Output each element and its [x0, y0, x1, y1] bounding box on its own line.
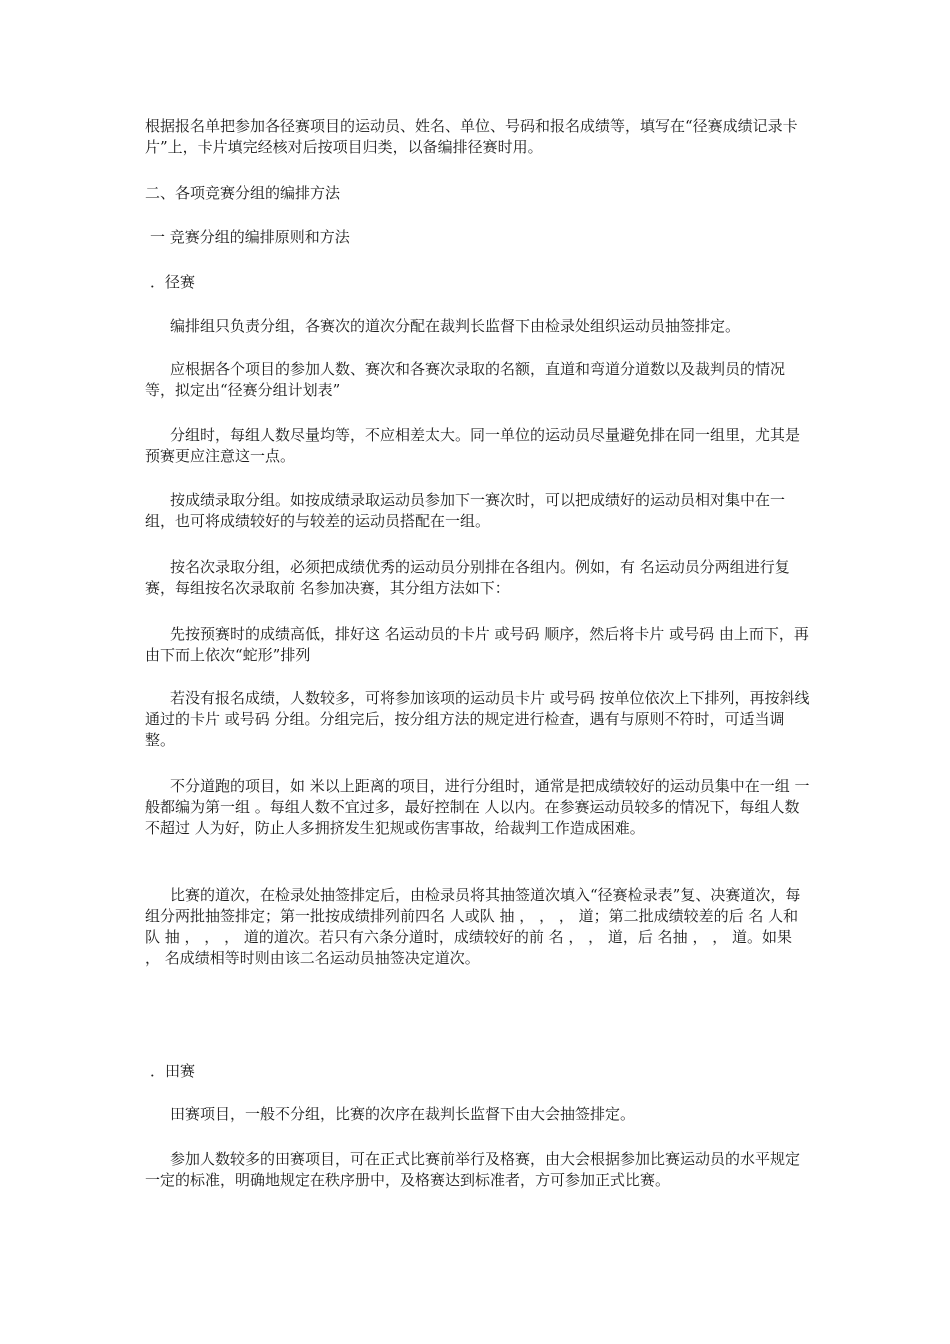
paragraph: 编排组只负责分组，各赛次的道次分配在裁判长监督下由检录处组织运动员抽签排定。 — [170, 317, 741, 335]
paragraph: 先按预赛时的成绩高低，排好这 名运动员的卡片 或号码 顺序，然后将卡片 或号码 由上而下，再由下而上依次“蛇形”排列 — [145, 625, 809, 664]
paragraph: 参加人数较多的田赛项目，可在正式比赛前举行及格赛，由大会根据参加比赛运动员的水平规定一定的标准，明确地规定在秩序册中，及格赛达到标准者，方可参加正式比赛。 — [145, 1150, 801, 1189]
paragraph: 按成绩录取分组。如按成绩录取运动员参加下一赛次时，可以把成绩好的运动员相对集中在一组，也可将成绩较好的与较差的运动员搭配在一组。 — [145, 491, 786, 530]
section-heading: 二、各项竞赛分组的编排方法 — [145, 184, 341, 202]
paragraph: 分组时，每组人数尽量均等，不应相差太大。同一单位的运动员尽量避免排在同一组里，尤其是预赛更应注意这一点。 — [145, 426, 801, 465]
subsection-heading: 一 竞赛分组的编排原则和方法 — [150, 228, 350, 246]
paragraph: 若没有报名成绩，人数较多，可将参加该项的运动员卡片 或号码 按单位依次上下排列，再按斜线通过的卡片 或号码 分组。分组完后，按分组方法的规定进行检查，遇有与原则不符时，可适当调整。 — [145, 689, 810, 749]
paragraph: 按名次录取分组，必须把成绩优秀的运动员分别排在各组内。例如，有 名运动员分两组进行复赛，每组按名次录取前 名参加决赛，其分组方法如下： — [145, 558, 790, 597]
track-heading: ．径赛 — [150, 273, 196, 291]
paragraph: 应根据各个项目的参加人数、赛次和各赛次录取的名额，直道和弯道分道数以及裁判员的情况等，拟定出“径赛分组计划表” — [145, 360, 786, 399]
field-heading: ．田赛 — [150, 1062, 196, 1080]
paragraph: 田赛项目，一般不分组，比赛的次序在裁判长监督下由大会抽签排定。 — [170, 1105, 636, 1123]
paragraph: 比赛的道次，在检录处抽签排定后，由检录员将其抽签道次填入“径赛检录表”复、决赛道次，每组分两批抽签排定；第一批按成绩排列前四名 人或队 抽 ， ， ， 道；第二批成绩较差的后 名 人和队 抽 ， ， ， 道的道次。若只有六条分道时，成绩较好的前 名 ， ， 道，后 名抽 ， ， 道。如果 ， 名成绩相等时则由该二名运动员抽签决定道次。 — [145, 886, 801, 967]
paragraph: 不分道跑的项目，如 米以上距离的项目，进行分组时，通常是把成绩较好的运动员集中在一组 一般都编为第一组 。每组人数不宜过多，最好控制在 人以内。在参赛运动员较多的情况下，每组人数不超过 人为好，防止人多拥挤发生犯规或伤害事故，给裁判工作造成困难。 — [145, 777, 810, 837]
intro-paragraph: 根据报名单把参加各径赛项目的运动员、姓名、单位、号码和报名成绩等，填写在“径赛成绩记录卡片”上，卡片填完经核对后按项目归类，以备编排径赛时用。 — [145, 117, 798, 156]
